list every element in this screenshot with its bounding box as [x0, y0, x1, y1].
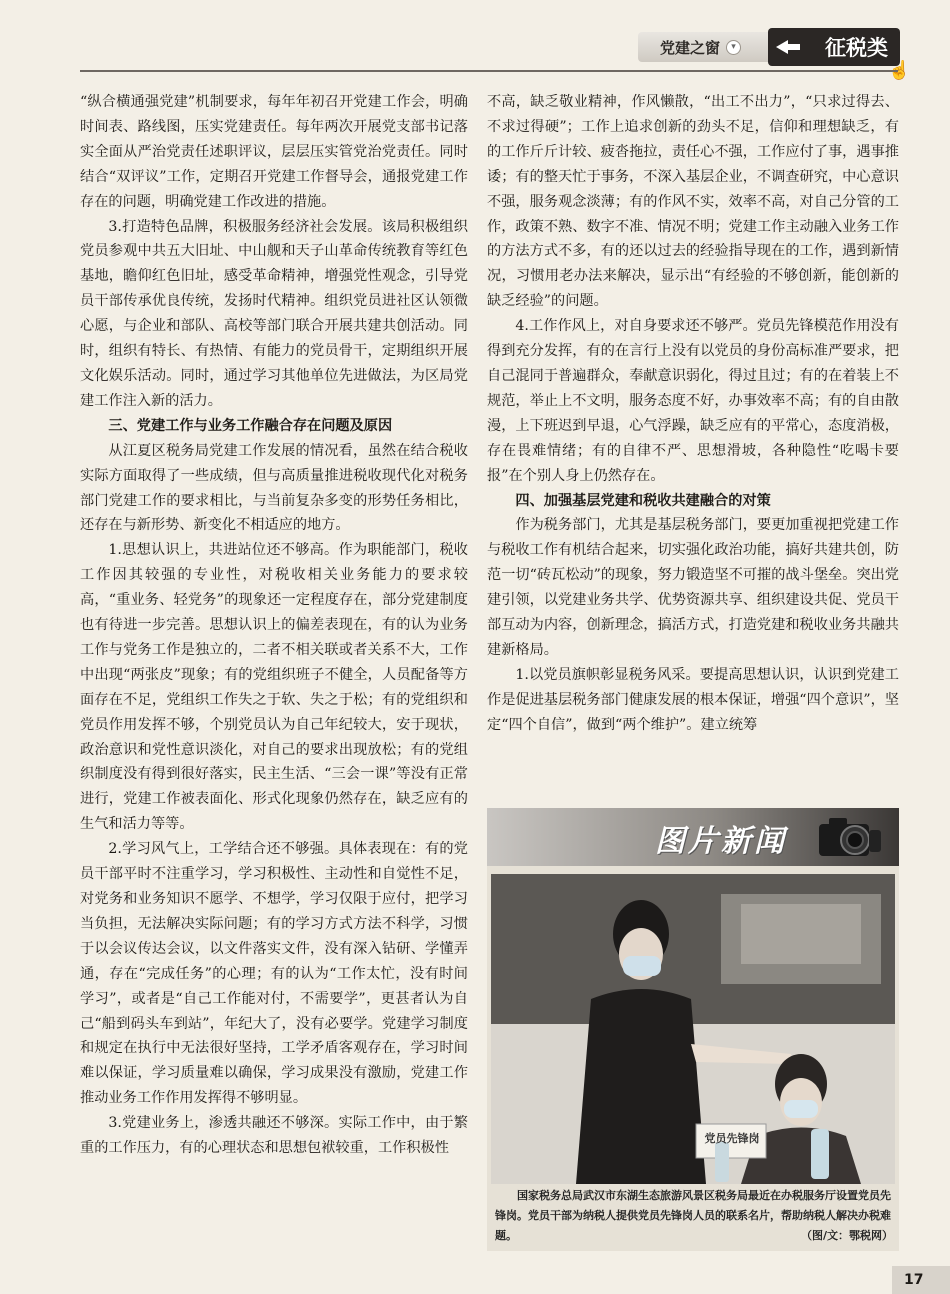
category-label: 征税类 [825, 36, 888, 60]
paragraph: 4.工作作风上，对自身要求还不够严。党员先锋模范作用没有得到充分发挥，有的在言行上没有以党员的身份高标准严要求，把自己混同于普遍群众，奉献意识弱化，得过且过；有的在着装上不规范，举止上不文明，服务态度不好，办事效率不高；有的自由散漫，上下班迟到早退，心气浮躁，缺乏应有的平常心，态度消极，存在畏难情绪；有的自律不严、思想滑坡，各种隐性“吃喝卡要报”在个别人身上仍然存在。 [487, 318, 899, 484]
news-photo-illustration [491, 874, 895, 1184]
article-left-column [80, 90, 468, 1161]
paragraph: 1.以党员旗帜彰显税务风采。要提高思想认识，认识到党建工作是促进基层税务部门健康发展的根本保证，增强“四个意识”，坚定“四个自信”，做到“两个维护”。建立统筹 [487, 666, 899, 733]
page-number: 17 [892, 1266, 950, 1294]
paragraph: 不高，缺乏敬业精神，作风懒散，“出工不出力”，“只求过得去、不求过得硬”；工作上追求创新的劲头不足，信仰和理想缺乏，有的工作斤斤计较、疲沓拖拉，责任心不强，工作应付了事，遇事推诿；有的整天忙于事务，不深入基层企业，不调查研究，中心意识不强，服务观念淡薄；有的作风不实，效率不高，对自己分管的工作，政策不熟、数字不准、情况不明；党建工作主动融入业务工作的方法方式不多，有的还以过去的经验指导现在的工作，遇到新情况，习惯用老办法来解决，显示出“有经验的不够创新，能创新的缺乏经验”的问题。 [487, 94, 899, 310]
section-heading: 四、加强基层党建和税收共建融合的对策 [515, 492, 771, 509]
header-divider [80, 70, 898, 72]
pioneer-post-sign: 党员先锋岗 [704, 1132, 760, 1145]
category-badge [768, 28, 900, 66]
photo-news-box [487, 808, 899, 1251]
paragraph: 3.打造特色品牌，积极服务经济社会发展。该局积极组织党员参观中共五大旧址、中山舰和天子山革命传统教育等红色基地，瞻仰红色旧址，感受革命精神，增强党性观念，引导党员干部传承优良传统，发扬时代精神。组织党员进社区认领微心愿，与企业和部队、高校等部门联合开展共建共创活动。同时，组织有特长、有热情、有能力的党员骨干，定期组织开展文化娱乐活动。同时，通过学习其他单位先进做法，为区局党建工作注入新的活力。 [80, 218, 468, 409]
camera-icon [813, 812, 885, 862]
paragraph: “纵合横通强党建”机制要求，每年年初召开党建工作会，明确时间表、路线图，压实党建责任。每年两次开展党支部书记落实全面从严治党责任述职评议，层层压实管党治党责任。同时结合“双评议”工作，定期召开党建工作督导会，通报党建工作存在的问题，明确党建工作改进的措施。 [80, 94, 468, 210]
photo-news-title: 图片新闻 [655, 824, 787, 859]
photo-credit: （图/文：鄂税网） [800, 1229, 893, 1242]
section-header-tab [638, 32, 900, 62]
photo-caption [495, 1186, 893, 1246]
paragraph: 作为税务部门，尤其是基层税务部门，要更加重视把党建工作与税收工作有机结合起来，切实强化政治功能，搞好共建共创，防范一切“砖瓦松动”的现象，努力锻造坚不可摧的战斗堡垒。突出党建引领，以党建业务共学、优势资源共享、组织建设共促、党员干部互动为内容，创新理念，搞活方式，打造党建和税收业务共融共建新格局。 [487, 517, 899, 658]
paragraph: 3.党建业务上，渗透共融还不够深。实际工作中，由于繁重的工作压力，有的心理状态和思想包袱较重，工作积极性 [80, 1115, 468, 1157]
paragraph: 2.学习风气上，工学结合还不够强。具体表现在：有的党员干部平时不注重学习，学习积极性、主动性和自觉性不足，对党务和业务知识不愿学、不想学，学习仅限于应付，把学习当负担，无法解决实际问题；有的学习方式方法不科学，习惯于以会议传达会议，以文件落实文件，没有深入钻研、学懂弄通，存在“完成任务”的心理；有的认为“工作太忙，没有时间学习”，或者是“自己工作能对付，不需要学”，更甚者认为自己“船到码头车到站”，年纪大了，没有必要学。党建学习制度和规定在执行中无法很好坚持，工学矛盾客观存在，学习时间难以保证，学习质量难以确保，学习成果没有激励，党建工作推动业务工作作用发挥得不够明显。 [80, 841, 468, 1107]
article-right-column [487, 90, 899, 738]
news-photo [491, 874, 895, 1184]
section-title: 党建之窗 [660, 38, 721, 57]
paragraph: 从江夏区税务局党建工作发展的情况看，虽然在结合税收实际方面取得了一些成绩，但与高质量推进税收现代化对税务部门党建工作的要求相比，与当前复杂多变的形势任务相比，还存在与新形势、新变化不相适应的地方。 [80, 442, 468, 534]
photo-caption-text: 国家税务总局武汉市东湖生态旅游风景区税务局最近在办税服务厅设置党员先锋岗。党员干部为纳税人提供党员先锋岗人员的联系名片，帮助纳税人解决办税难题。 [495, 1189, 891, 1242]
photo-news-banner [487, 808, 899, 866]
paragraph: 1.思想认识上，共进站位还不够高。作为职能部门，税收工作因其较强的专业性，对税收相关业务能力的要求较高，“重业务、轻党务”的现象还一定程度存在，部分党建制度也有待进一步完善。思想认识上的偏差表现在，有的认为业务工作与党务工作是独立的，二者不相关联或者关系不大，工作中出现“两张皮”现象；有的党组织班子不健全，人员配备等方面存在不足，党组织工作失之于软、失之于松；有的党组织和党员作用发挥不够，个别党员认为自己年纪较大，安于现状，政治意识和党性意识淡化，对自己的要求出现放松；有的党组织制度没有得到很好落实，民主生活、“三会一课”等没有正常进行，党建工作被表面化、形式化现象仍然存在，缺乏应有的生气和活力等等。 [80, 542, 468, 833]
hand-pointer-icon: ☝ [888, 60, 911, 81]
section-heading: 三、党建工作与业务工作融合存在问题及原因 [108, 417, 393, 434]
chevron-down-icon: ▾ [726, 40, 741, 55]
